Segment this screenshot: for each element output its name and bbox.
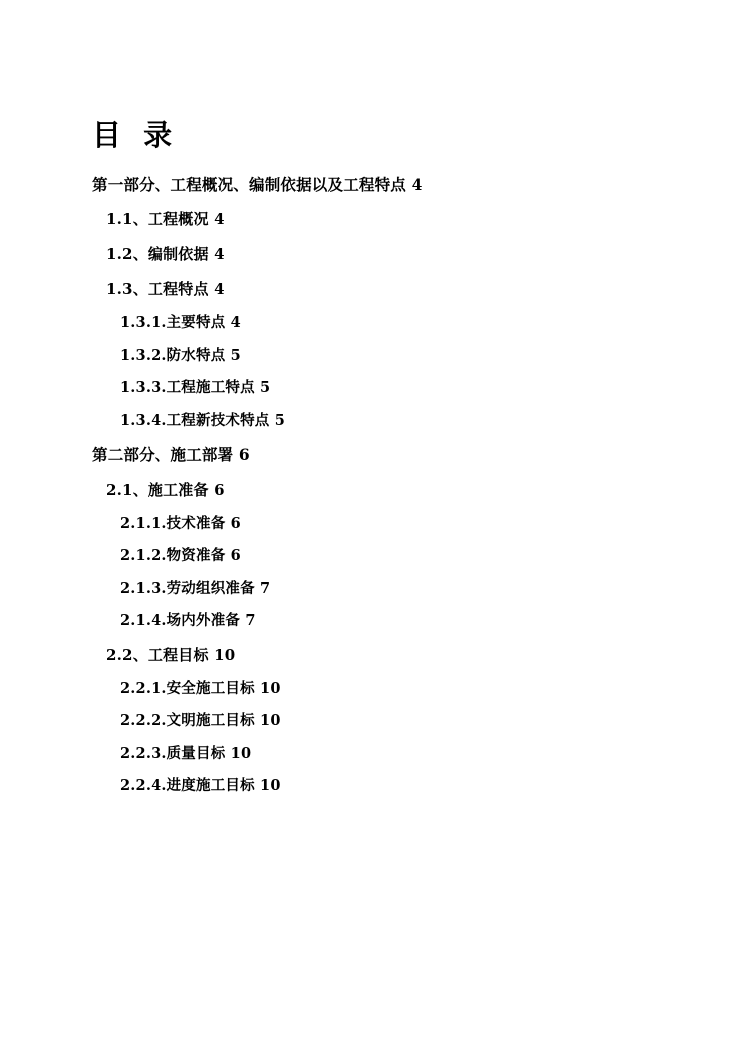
- page-title: 目 录: [92, 118, 179, 152]
- toc-entry[interactable]: 1.2、编制依据 4: [106, 245, 225, 264]
- toc-entry[interactable]: 2.2、工程目标 10: [106, 645, 236, 664]
- toc-entry[interactable]: 1.3.1.主要特点 4: [120, 314, 241, 332]
- toc-entry[interactable]: 1.3.3.工程施工特点 5: [120, 379, 271, 397]
- toc-entry[interactable]: 1.3.2.防水特点 5: [120, 346, 241, 364]
- toc-entry[interactable]: 2.1.3.劳动组织准备 7: [120, 579, 271, 597]
- toc-entry[interactable]: 1.3.4.工程新技术特点 5: [120, 411, 286, 429]
- toc-entry[interactable]: 2.2.2.文明施工目标 10: [120, 712, 281, 730]
- table-of-contents: [92, 167, 654, 803]
- toc-entry[interactable]: 1.3、工程特点 4: [106, 280, 225, 299]
- toc-entry[interactable]: 2.2.1.安全施工目标 10: [120, 679, 281, 697]
- toc-entry[interactable]: 1.1、工程概况 4: [106, 210, 225, 229]
- toc-entry[interactable]: 第一部分、工程概况、编制依据以及工程特点 4: [92, 174, 423, 194]
- toc-entry[interactable]: 2.1.4.场内外准备 7: [120, 612, 256, 630]
- toc-entry[interactable]: 2.2.3.质量目标 10: [120, 744, 252, 762]
- toc-entry[interactable]: 2.1、施工准备 6: [106, 480, 225, 499]
- toc-entry[interactable]: 第二部分、施工部署 6: [92, 445, 250, 465]
- toc-entry[interactable]: 2.2.4.进度施工目标 10: [120, 777, 281, 795]
- toc-entry[interactable]: 2.1.2.物资准备 6: [120, 547, 241, 565]
- toc-entry[interactable]: 2.1.1.技术准备 6: [120, 514, 241, 532]
